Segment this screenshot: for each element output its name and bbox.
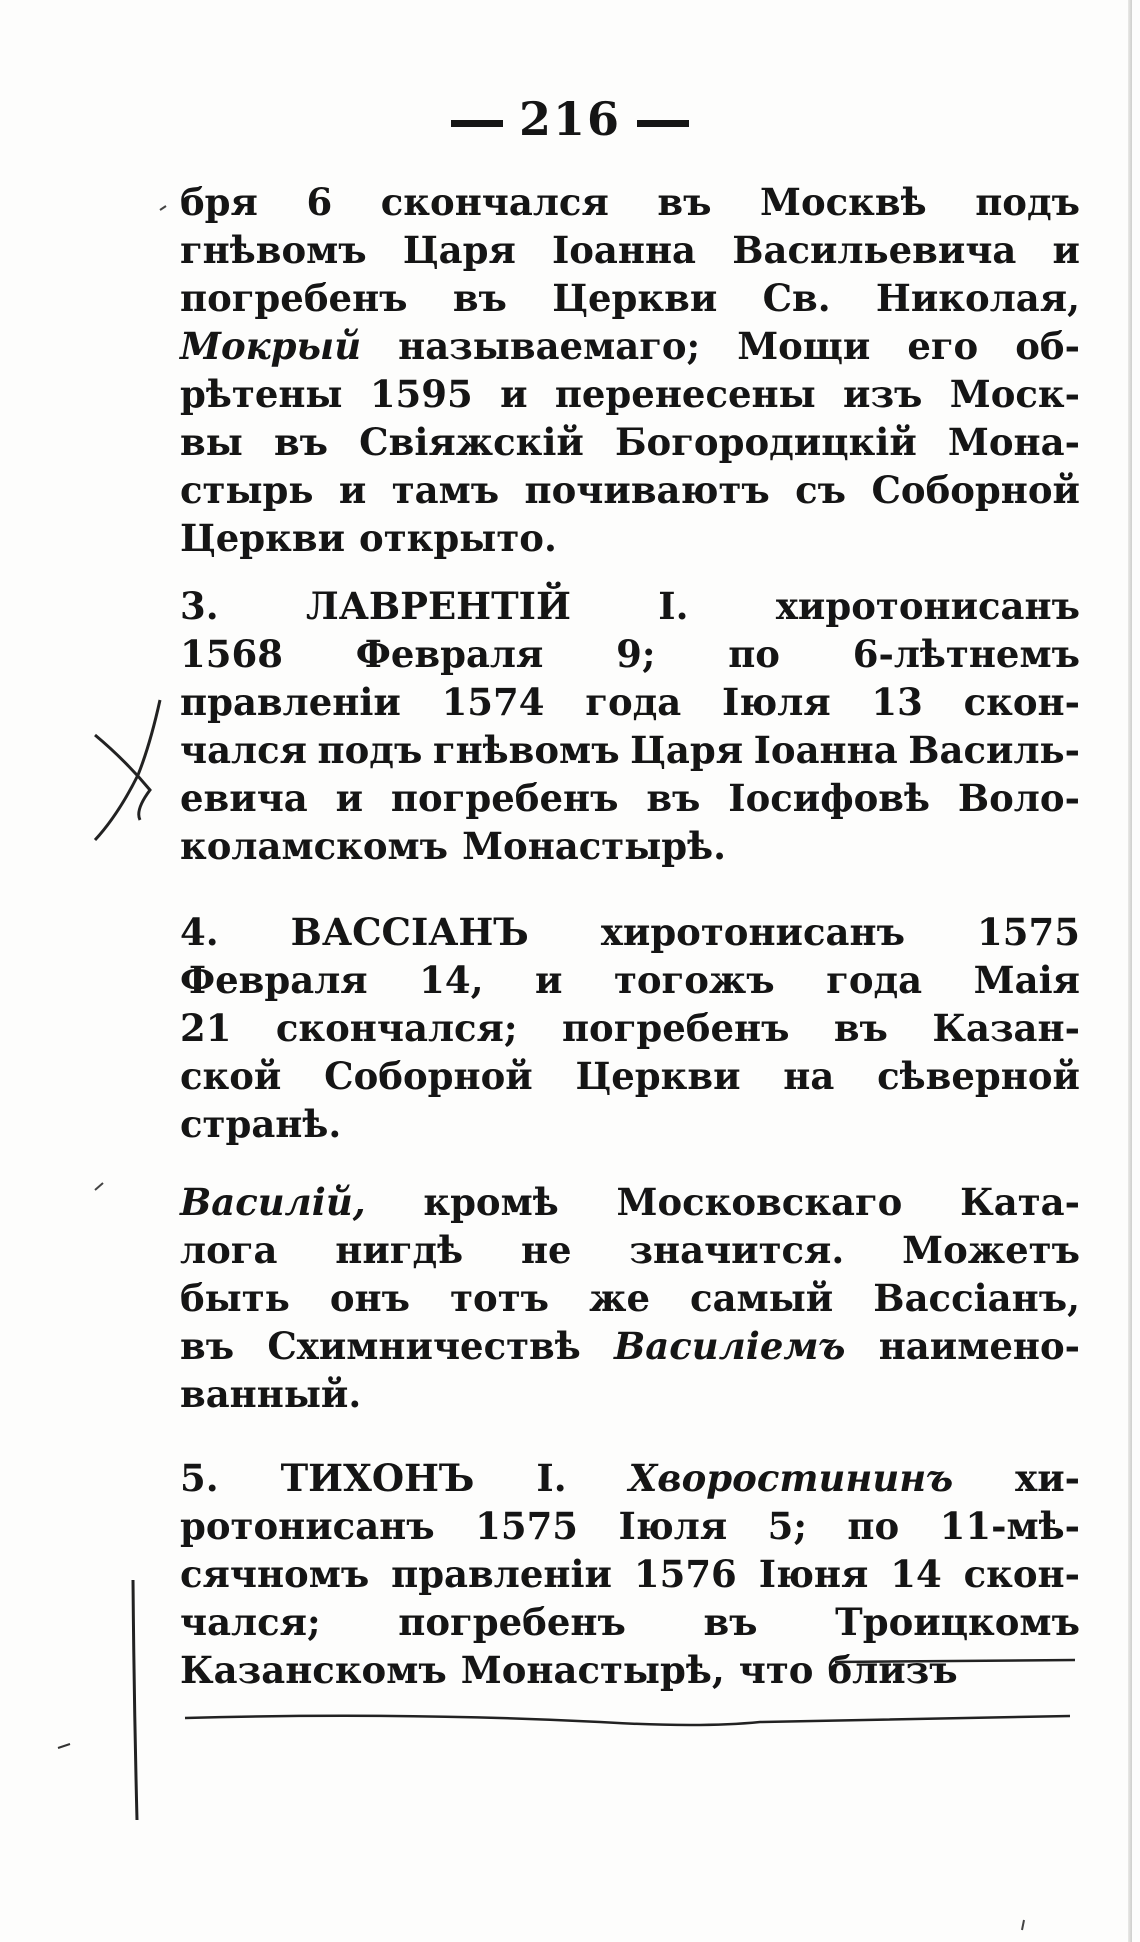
word: Церкви [180, 516, 346, 560]
word: погребенъ [390, 776, 619, 820]
word: гнѣвомъ [432, 728, 620, 772]
word: I. [536, 1456, 567, 1500]
word: и [338, 468, 367, 512]
word: чался [180, 728, 308, 772]
word: въ [646, 776, 701, 820]
word: ВАССІАНЪ [290, 910, 529, 954]
word: года [585, 680, 682, 724]
word: Іюля [721, 680, 831, 724]
word: по [847, 1504, 900, 1548]
word: кромѣ [423, 1180, 559, 1224]
word: хиротонисанъ [600, 910, 905, 954]
word: погребенъ [398, 1600, 626, 1644]
word: называемаго; [398, 324, 701, 368]
word: года [826, 958, 923, 1002]
word: 1575 [977, 910, 1080, 954]
word: Николая, [875, 276, 1080, 320]
word: 6 [306, 180, 333, 224]
word: въ [180, 1324, 235, 1368]
word: почиваютъ [524, 468, 770, 512]
word: нигдѣ [335, 1228, 464, 1272]
word: Воло- [957, 776, 1080, 820]
word: Іюля [618, 1504, 728, 1548]
word: 1568 [180, 632, 283, 676]
word: въ [273, 420, 329, 464]
word: скончался; [275, 1006, 518, 1050]
word: Февраля [180, 958, 368, 1002]
word: 6-лѣтнемъ [852, 632, 1080, 676]
word: Іоанна [753, 728, 898, 772]
word: открыто. [359, 516, 557, 560]
word: Іосифовѣ [728, 776, 930, 820]
word: 1576 [633, 1552, 737, 1596]
page-number: 216 [518, 92, 622, 146]
word: Вассіанъ, [873, 1276, 1080, 1320]
word: чался; [180, 1600, 321, 1644]
word: 4. [180, 910, 219, 954]
word: Ката- [960, 1180, 1080, 1224]
word: стырь [180, 468, 314, 512]
word: Монастырѣ. [462, 824, 727, 868]
word: быть [180, 1276, 290, 1320]
word: 1574 [441, 680, 545, 724]
word: не [520, 1228, 572, 1272]
word: Св. [762, 276, 831, 320]
word: на [783, 1054, 835, 1098]
word: сячномъ [180, 1552, 370, 1596]
word: Василій, [180, 1180, 366, 1224]
word: скон- [963, 680, 1080, 724]
word: что [738, 1648, 814, 1692]
word: Хворостининъ [628, 1456, 954, 1500]
word: Мокрый [180, 324, 362, 368]
word: 1595 [369, 372, 473, 416]
word: погребенъ [180, 276, 408, 320]
word: значится. [629, 1228, 845, 1272]
word: въ [833, 1006, 888, 1050]
word: Соборной [324, 1054, 533, 1098]
word: 9; [616, 632, 656, 676]
word: 3. [180, 584, 219, 628]
word: Іоанна [551, 228, 697, 272]
word: Моск- [949, 372, 1080, 416]
word: Соборной [871, 468, 1080, 512]
word: 14 [890, 1552, 942, 1596]
word: Василіемъ [614, 1324, 846, 1368]
word: онъ [329, 1276, 411, 1320]
word: Маія [973, 958, 1080, 1002]
word: Церкви [575, 1054, 741, 1098]
word: странѣ. [180, 1102, 342, 1146]
word: Можетъ [902, 1228, 1080, 1272]
word: Мощи [737, 324, 871, 368]
word: 11-мѣ- [939, 1504, 1080, 1548]
word: Василь- [908, 728, 1080, 772]
word: 21 [180, 1006, 232, 1050]
word: Троицкомъ [835, 1600, 1080, 1644]
word: скончался [380, 180, 609, 224]
word: Богородицкій [614, 420, 917, 464]
word: коламскомъ [180, 824, 449, 868]
word: Монастырѣ, [460, 1648, 725, 1692]
word: близъ [827, 1648, 958, 1692]
word: скон- [963, 1552, 1080, 1596]
word: самый [690, 1276, 834, 1320]
word: въ [452, 276, 507, 320]
word: хи- [1015, 1456, 1080, 1500]
word: правленіи [391, 1552, 612, 1596]
word: ротонисанъ [180, 1504, 435, 1548]
word: въ [703, 1600, 758, 1644]
word: 1575 [475, 1504, 579, 1548]
word: тотъ [450, 1276, 550, 1320]
word: и [1052, 228, 1080, 272]
word: ванный. [180, 1372, 362, 1416]
word: Схимничествѣ [267, 1324, 581, 1368]
word: Царя [402, 228, 516, 272]
word: Москвѣ [760, 180, 927, 224]
word: гнѣвомъ [180, 228, 367, 272]
word: рѣтены [180, 372, 343, 416]
word: и [535, 958, 563, 1002]
word: Васильевича [732, 228, 1017, 272]
word: об- [1015, 324, 1080, 368]
word: ТИХОНЪ [280, 1456, 475, 1500]
word: Казан- [932, 1006, 1080, 1050]
word: Казанскомъ [180, 1648, 447, 1692]
word: же [589, 1276, 650, 1320]
word: 5; [767, 1504, 807, 1548]
word: хиротонисанъ [775, 584, 1080, 628]
word: евича [180, 776, 308, 820]
word: наимено- [878, 1324, 1080, 1368]
word: ской [180, 1054, 282, 1098]
word: подъ [317, 728, 423, 772]
word: въ [657, 180, 712, 224]
word: Церкви [552, 276, 718, 320]
word: погребенъ [561, 1006, 790, 1050]
word: его [907, 324, 979, 368]
word: сѣверной [877, 1054, 1080, 1098]
word: перенесены [554, 372, 816, 416]
word: 14, [419, 958, 484, 1002]
word: ЛАВРЕНТІЙ [306, 584, 571, 628]
word: 13 [871, 680, 923, 724]
word: I. [658, 584, 689, 628]
word: Іюня [758, 1552, 869, 1596]
word: и [335, 776, 364, 820]
word: и [500, 372, 528, 416]
word: по [728, 632, 780, 676]
word: тамъ [391, 468, 500, 512]
word: Свіяжскій [359, 420, 584, 464]
word: тогожъ [613, 958, 775, 1002]
word: Московскаго [616, 1180, 903, 1224]
word: Февраля [355, 632, 544, 676]
word: подъ [975, 180, 1080, 224]
word: съ [795, 468, 847, 512]
word: вы [180, 420, 243, 464]
word: лога [180, 1228, 278, 1272]
word: Мона- [947, 420, 1080, 464]
word: правленіи [180, 680, 401, 724]
word: бря [180, 180, 258, 224]
word: Царя [630, 728, 744, 772]
word: 5. [180, 1456, 219, 1500]
word: изъ [843, 372, 923, 416]
